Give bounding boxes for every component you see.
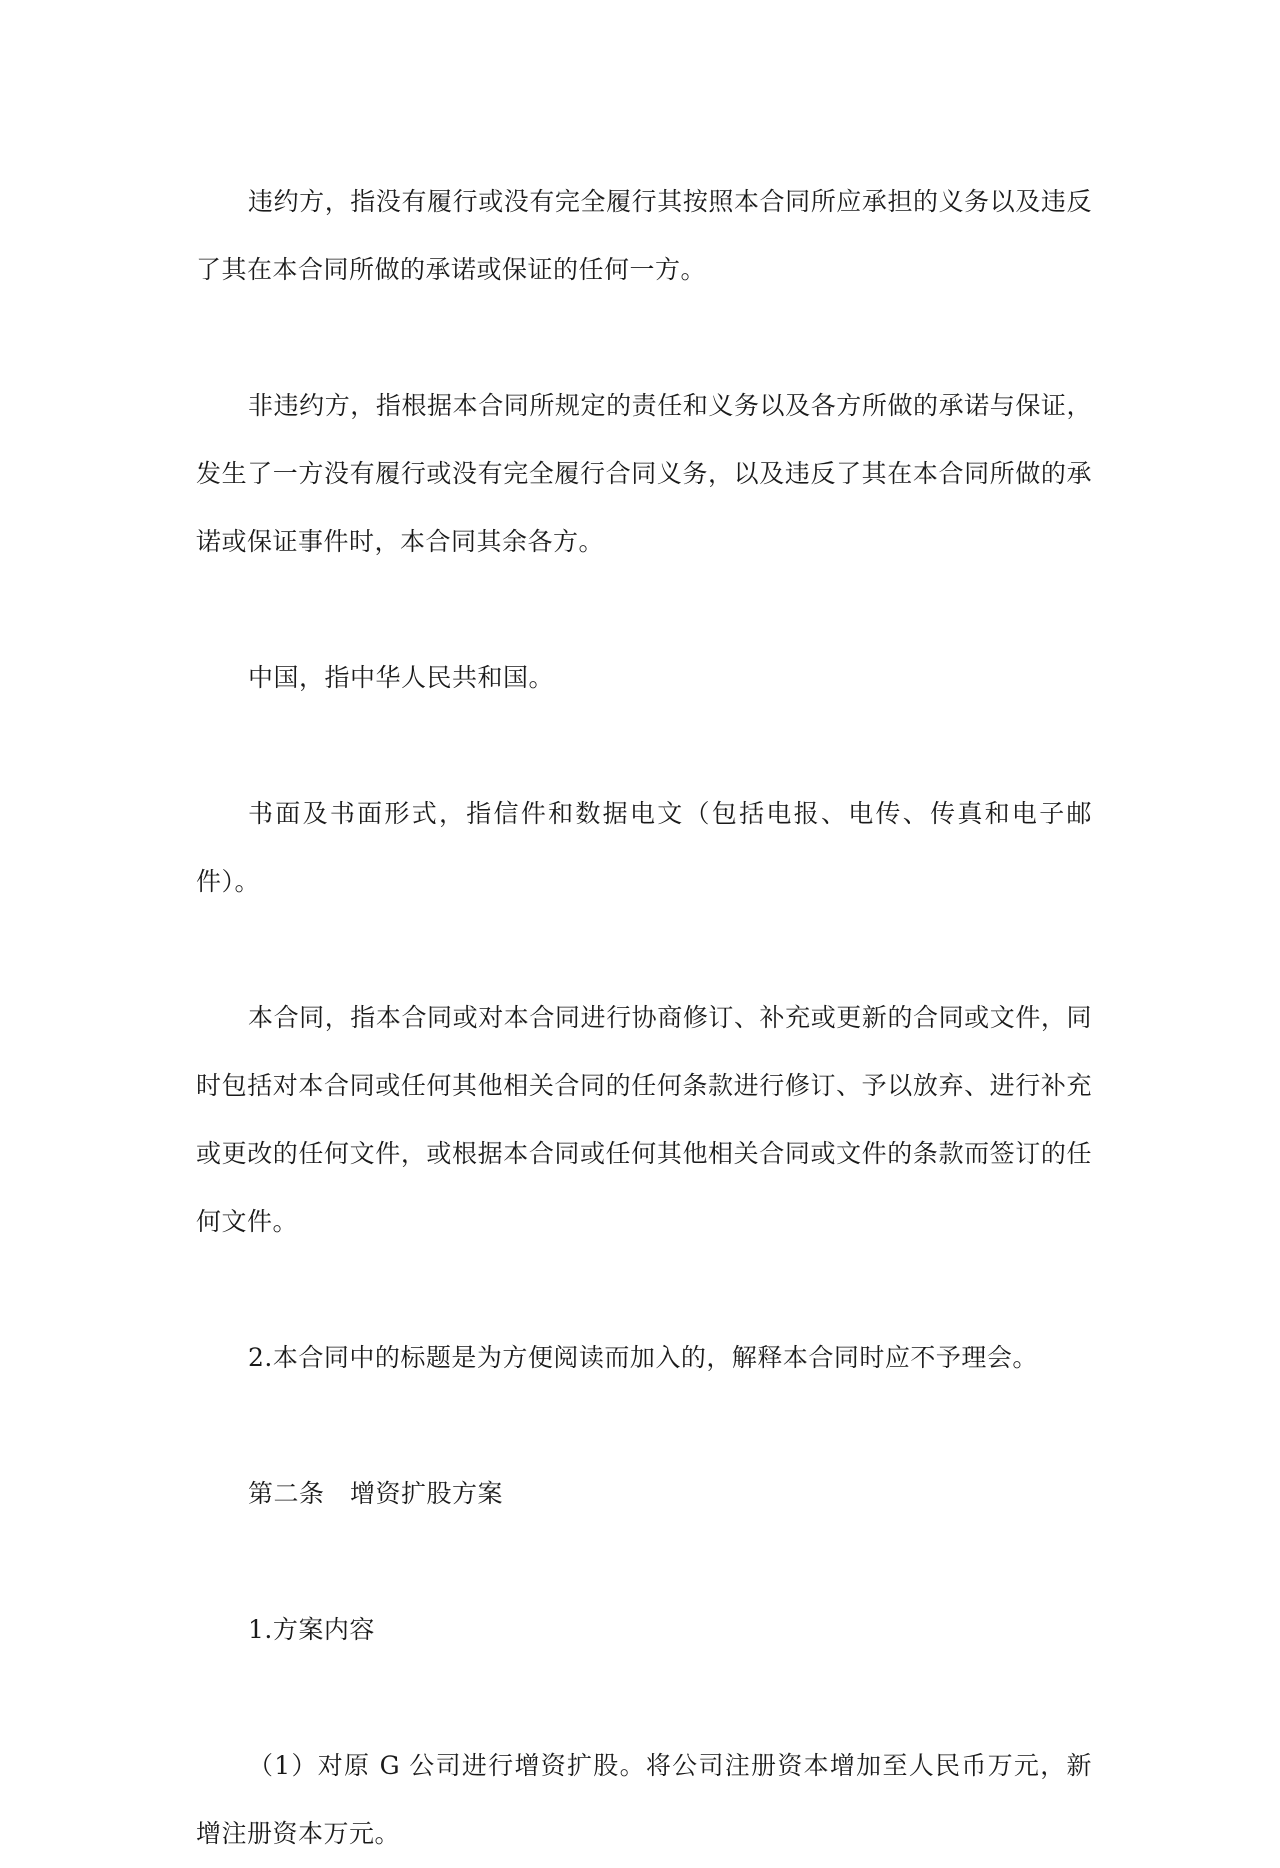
paragraph-written-form-definition: 书面及书面形式，指信件和数据电文（包括电报、电传、传真和电子邮件）。	[196, 799, 1092, 896]
paragraph-headings-clause: 2.本合同中的标题是为方便阅读而加入的，解释本合同时应不予理会。	[248, 1343, 1038, 1372]
section-plan-content-heading: 1.方案内容	[248, 1615, 375, 1644]
document-body	[196, 168, 1092, 1868]
paragraph-non-breaching-party-definition: 非违约方，指根据本合同所规定的责任和义务以及各方所做的承诺与保证，发生了一方没有履行或没有完全履行合同义务，以及违反了其在本合同所做的承诺或保证事件时，本合同其余各方。	[196, 391, 1092, 556]
paragraph-breaching-party-definition: 违约方，指没有履行或没有完全履行其按照本合同所应承担的义务以及违反了其在本合同所做的承诺或保证的任何一方。	[196, 187, 1092, 284]
article-two-heading: 第二条 增资扩股方案	[248, 1479, 504, 1508]
paragraph-capital-increase: （1）对原 G 公司进行增资扩股。将公司注册资本增加至人民币万元，新增注册资本万元。	[196, 1751, 1092, 1848]
paragraph-contract-definition: 本合同，指本合同或对本合同进行协商修订、补充或更新的合同或文件，同时包括对本合同或任何其他相关合同的任何条款进行修订、予以放弃、进行补充或更改的任何文件，或根据本合同或任何其他相关合同或文件的条款而签订的任何文件。	[196, 1003, 1092, 1236]
paragraph-china-definition: 中国，指中华人民共和国。	[248, 663, 555, 692]
